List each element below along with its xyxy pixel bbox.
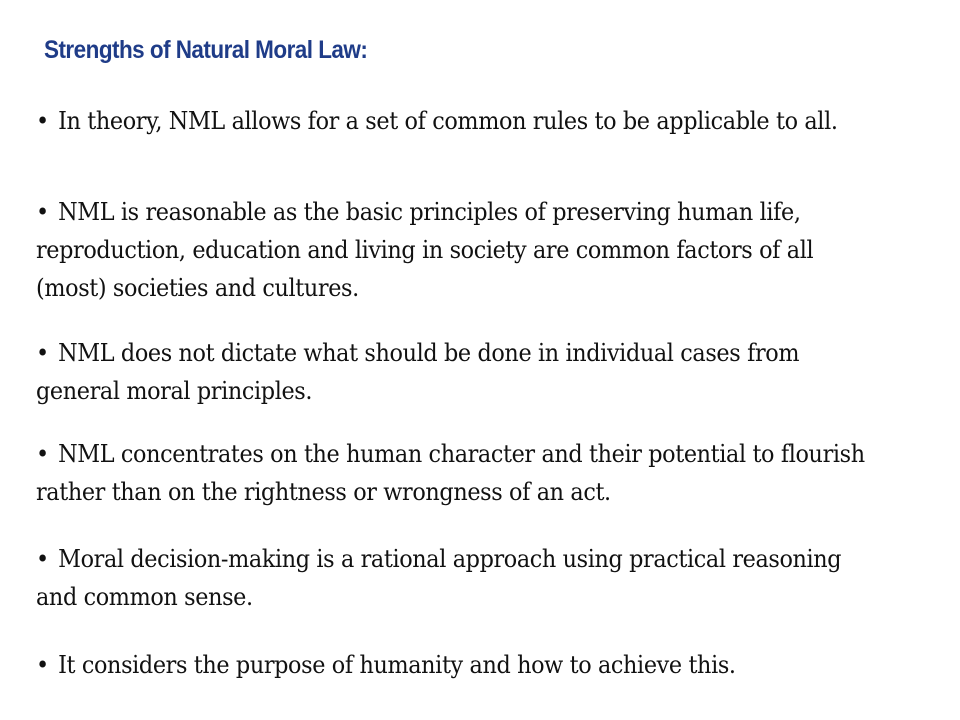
bullet-text: NML does not dictate what should be done in individual cases from general moral principles.	[36, 339, 800, 405]
bullet-marker: •	[36, 198, 49, 226]
bullet-marker: •	[36, 339, 49, 367]
bullet-item	[36, 646, 873, 684]
bullet-text: NML concentrates on the human character and their potential to flourish rather than on the rightness or wrongness of an act.	[36, 440, 865, 506]
bullet-text: NML is reasonable as the basic principles of preserving human life, reproduction, education and living in society are common factors of all (most) societies and cultures.	[36, 198, 814, 302]
bullet-marker: •	[36, 545, 49, 573]
bullet-text: It considers the purpose of humanity and how to achieve this.	[58, 651, 736, 679]
bullet-item	[36, 540, 873, 616]
bullet-marker: •	[36, 651, 49, 679]
bullet-item	[36, 334, 873, 410]
bullet-item	[36, 193, 873, 307]
bullet-item	[36, 435, 873, 511]
bullet-item	[36, 102, 873, 140]
bullet-text: In theory, NML allows for a set of common rules to be applicable to all.	[58, 107, 838, 135]
bullet-marker: •	[36, 107, 49, 135]
bullet-marker: •	[36, 440, 49, 468]
slide-title: Strengths of Natural Moral Law:	[44, 36, 368, 64]
bullet-text: Moral decision-making is a rational approach using practical reasoning and common sense.	[36, 545, 842, 611]
